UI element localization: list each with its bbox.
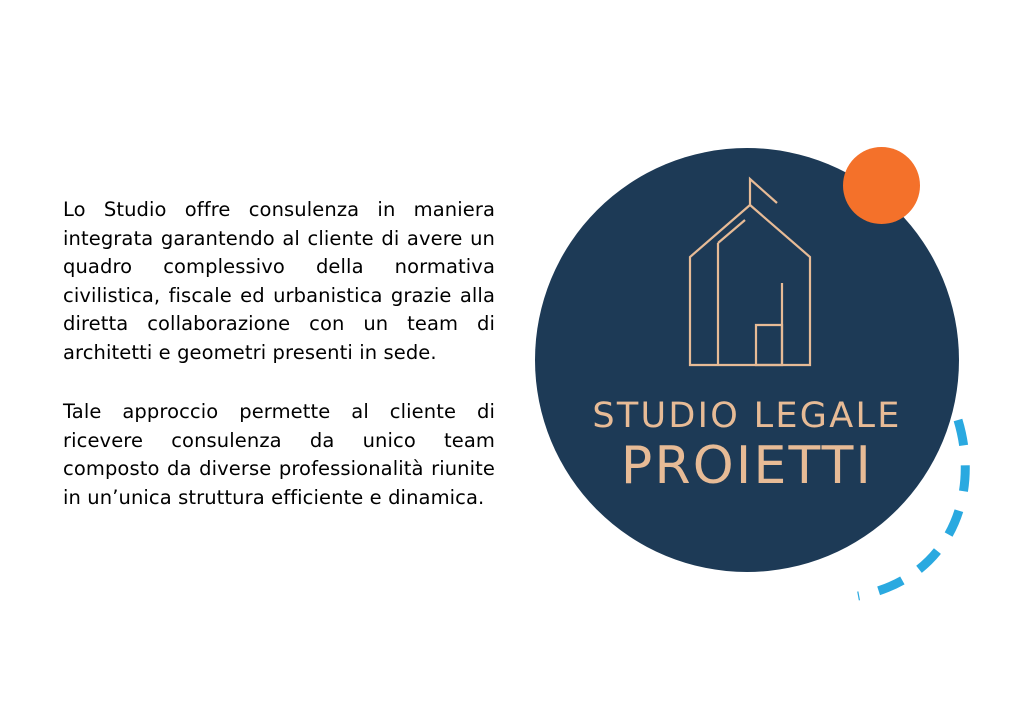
logo-wordmark [535, 396, 959, 494]
paragraph-2: Tale approccio permette al cliente di ricevere consulenza da unico team composto da diverse professionalità riunite in un’unica struttura efficiente e dinamica. [63, 400, 495, 509]
orange-dot-shape [843, 147, 920, 224]
logo-line-2: PROIETTI [620, 436, 874, 496]
body-text-column [63, 196, 495, 512]
logo-line-1: STUDIO LEGALE [592, 396, 902, 436]
paragraph-1: Lo Studio offre consulenza in maniera integrata garantendo al cliente di avere un quadro complessivo della normativa civilistica, fiscale ed urbanistica grazie alla diretta collaborazione con un team di architetti e geometri presenti in sede. [63, 198, 495, 364]
house-outline-icon [660, 165, 840, 385]
logo-block [520, 120, 990, 610]
